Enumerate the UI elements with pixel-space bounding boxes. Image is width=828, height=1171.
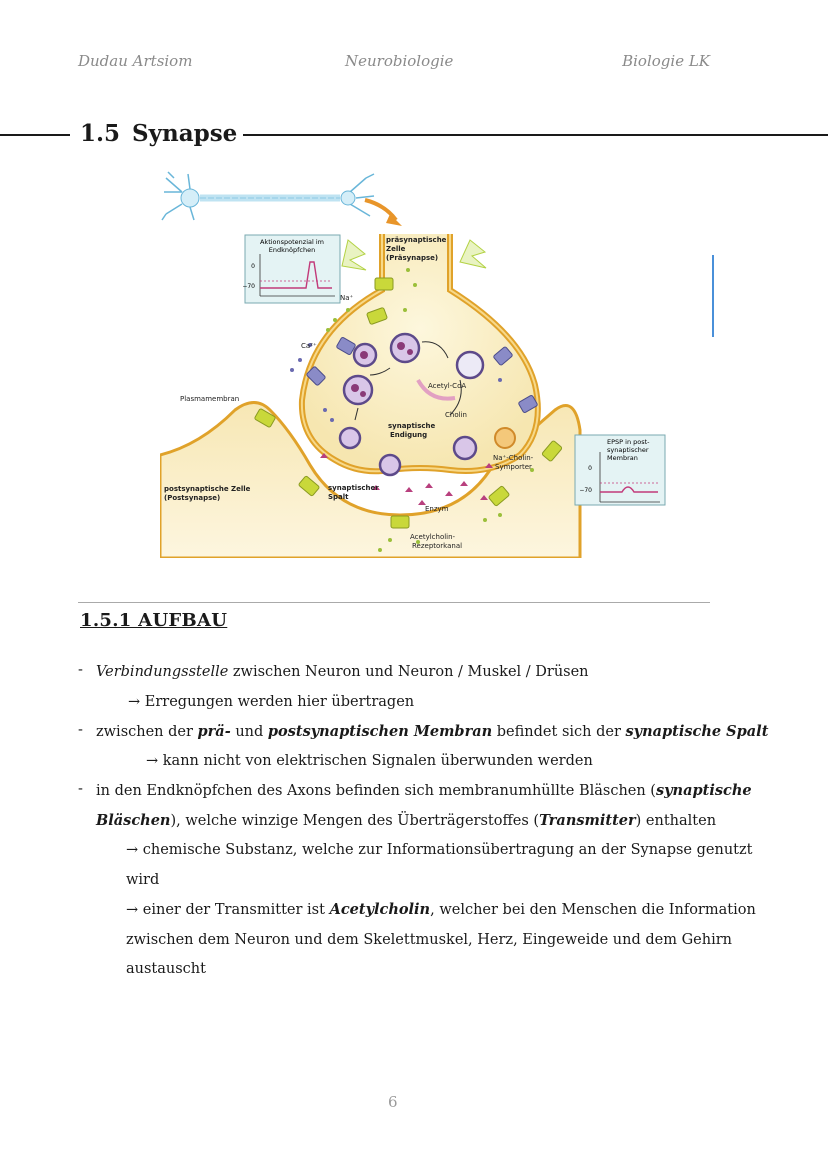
bullet-3-arrow-2-cont-2: austauscht — [126, 961, 206, 977]
b3-trans: Transmitter — [539, 812, 636, 829]
b2-text-a: zwischen der — [96, 724, 198, 740]
label-ca: Ca²⁺ — [301, 342, 317, 350]
bullet-1 — [96, 662, 589, 682]
header-subject: Neurobiologie — [345, 52, 454, 70]
label-pre-2: Zelle — [386, 245, 406, 253]
section-title — [80, 120, 243, 147]
label-post-2: (Postsynapse) — [164, 494, 221, 502]
label-pre-1: präsynaptische — [386, 236, 447, 244]
label-spalt-1: synaptischer — [328, 484, 379, 492]
ap-zero: 0 — [251, 263, 255, 270]
label-spalt-2: Spalt — [328, 493, 349, 501]
bullet-3-arrow-1 — [126, 840, 752, 860]
b2-post: postsynaptischen Membran — [267, 723, 493, 740]
b3-syn1: synaptische — [655, 782, 752, 799]
label-symporter-2: Symporter — [495, 463, 532, 471]
bullet-3-arrow-2-cont-1: zwischen dem Neuron und dem Skelettmuskel, Herz, Eingeweide und dem Gehirn — [126, 932, 733, 948]
bullet-3 — [96, 781, 752, 801]
header-author: Dudau Artsiom — [78, 52, 193, 70]
label-plasmamembran: Plasmamembran — [180, 395, 240, 403]
b3-arrow2-ach: Acetylcholin — [329, 901, 431, 918]
b2-arrow-text: kann nicht von elektrischen Signalen überwunden werden — [162, 753, 593, 769]
arrow-icon: → — [126, 902, 139, 918]
arrow-icon: → — [126, 842, 139, 858]
label-rez-1: Acetylcholin- — [410, 533, 456, 541]
b1-text: zwischen Neuron und Neuron / Muskel / Drüsen — [228, 664, 589, 680]
label-syn-end-2: Endigung — [390, 431, 428, 439]
neuron-overview — [162, 172, 402, 226]
b1-emphasis: Verbindungsstelle — [96, 664, 229, 680]
bullet-dash-3: - — [78, 781, 83, 797]
label-na: Na⁺ — [340, 294, 354, 302]
arrow-icon: → — [128, 694, 141, 710]
b3-text-a: in den Endknöpfchen des Axons befinden sich membranumhüllte Bläschen ( — [96, 783, 656, 799]
b3-arrow1-text: chemische Substanz, welche zur Informationsübertragung an der Synapse genutzt — [142, 842, 753, 858]
ap-graph — [242, 235, 340, 303]
ap-label-1: Aktionspotenzial im — [259, 238, 325, 246]
bullet-2 — [96, 722, 768, 742]
label-enzym: Enzym — [425, 505, 449, 513]
bullet-1-arrow — [128, 692, 414, 712]
b2-mid: befindet sich der — [492, 724, 626, 740]
section-number: 1.5 — [80, 120, 121, 147]
epsp-zero: 0 — [588, 465, 592, 472]
epsp-minus70: −70 — [579, 487, 592, 494]
page-number: 6 — [388, 1093, 398, 1111]
section-title-text: Synapse — [132, 120, 238, 147]
ap-label-2: Endknöpfchen — [268, 246, 316, 254]
arrow-icon: → — [146, 753, 159, 769]
header-course: Biologie LK — [622, 52, 710, 70]
blue-margin-bar — [712, 255, 714, 337]
epsp-label-3: Membran — [607, 454, 638, 462]
label-pre-3: (Präsynapse) — [386, 254, 439, 262]
bullet-2-arrow — [146, 751, 593, 771]
b3-syn2: Bläschen — [96, 812, 171, 829]
bullet-3-arrow-2 — [126, 900, 756, 920]
label-acetyl-coa: Acetyl-CoA — [428, 382, 467, 390]
title-rule-right — [230, 134, 828, 136]
b3-text-c: ) enthalten — [635, 813, 717, 829]
label-cholin: Cholin — [445, 411, 467, 419]
epsp-label-1: EPSP in post- — [607, 438, 650, 446]
bullet-3-arrow-1-cont: wird — [126, 872, 160, 888]
b3-arrow2-b: , welcher bei den Menschen die Information — [430, 902, 756, 918]
bullet-3-cont — [96, 811, 716, 831]
epsp-graph — [575, 435, 665, 505]
b1-arrow-text: Erregungen werden hier übertragen — [144, 694, 415, 710]
label-syn-end-1: synaptische — [388, 422, 436, 430]
b2-und: und — [230, 724, 268, 740]
subsection-title: 1.5.1 AUFBAU — [80, 610, 228, 631]
label-rez-2: Rezeptorkanal — [412, 542, 463, 550]
bullet-dash-2: - — [78, 722, 83, 738]
label-post-1: postsynaptische Zelle — [164, 485, 251, 493]
title-rule-left — [0, 134, 70, 136]
ap-minus70: −70 — [242, 283, 255, 290]
epsp-label-2: synaptischer — [607, 446, 649, 454]
section-rule — [78, 602, 710, 603]
synapse-diagram — [160, 170, 666, 558]
label-symporter-1: Na⁺-Cholin- — [493, 454, 534, 462]
b2-pre: prä- — [197, 723, 231, 740]
b3-arrow2-a: einer der Transmitter ist — [142, 902, 330, 918]
b2-spalt: synaptische Spalt — [625, 723, 769, 740]
b3-text-b: ), welche winzige Mengen des Überträgerstoffes ( — [170, 813, 540, 829]
bullet-dash-1: - — [78, 662, 83, 678]
